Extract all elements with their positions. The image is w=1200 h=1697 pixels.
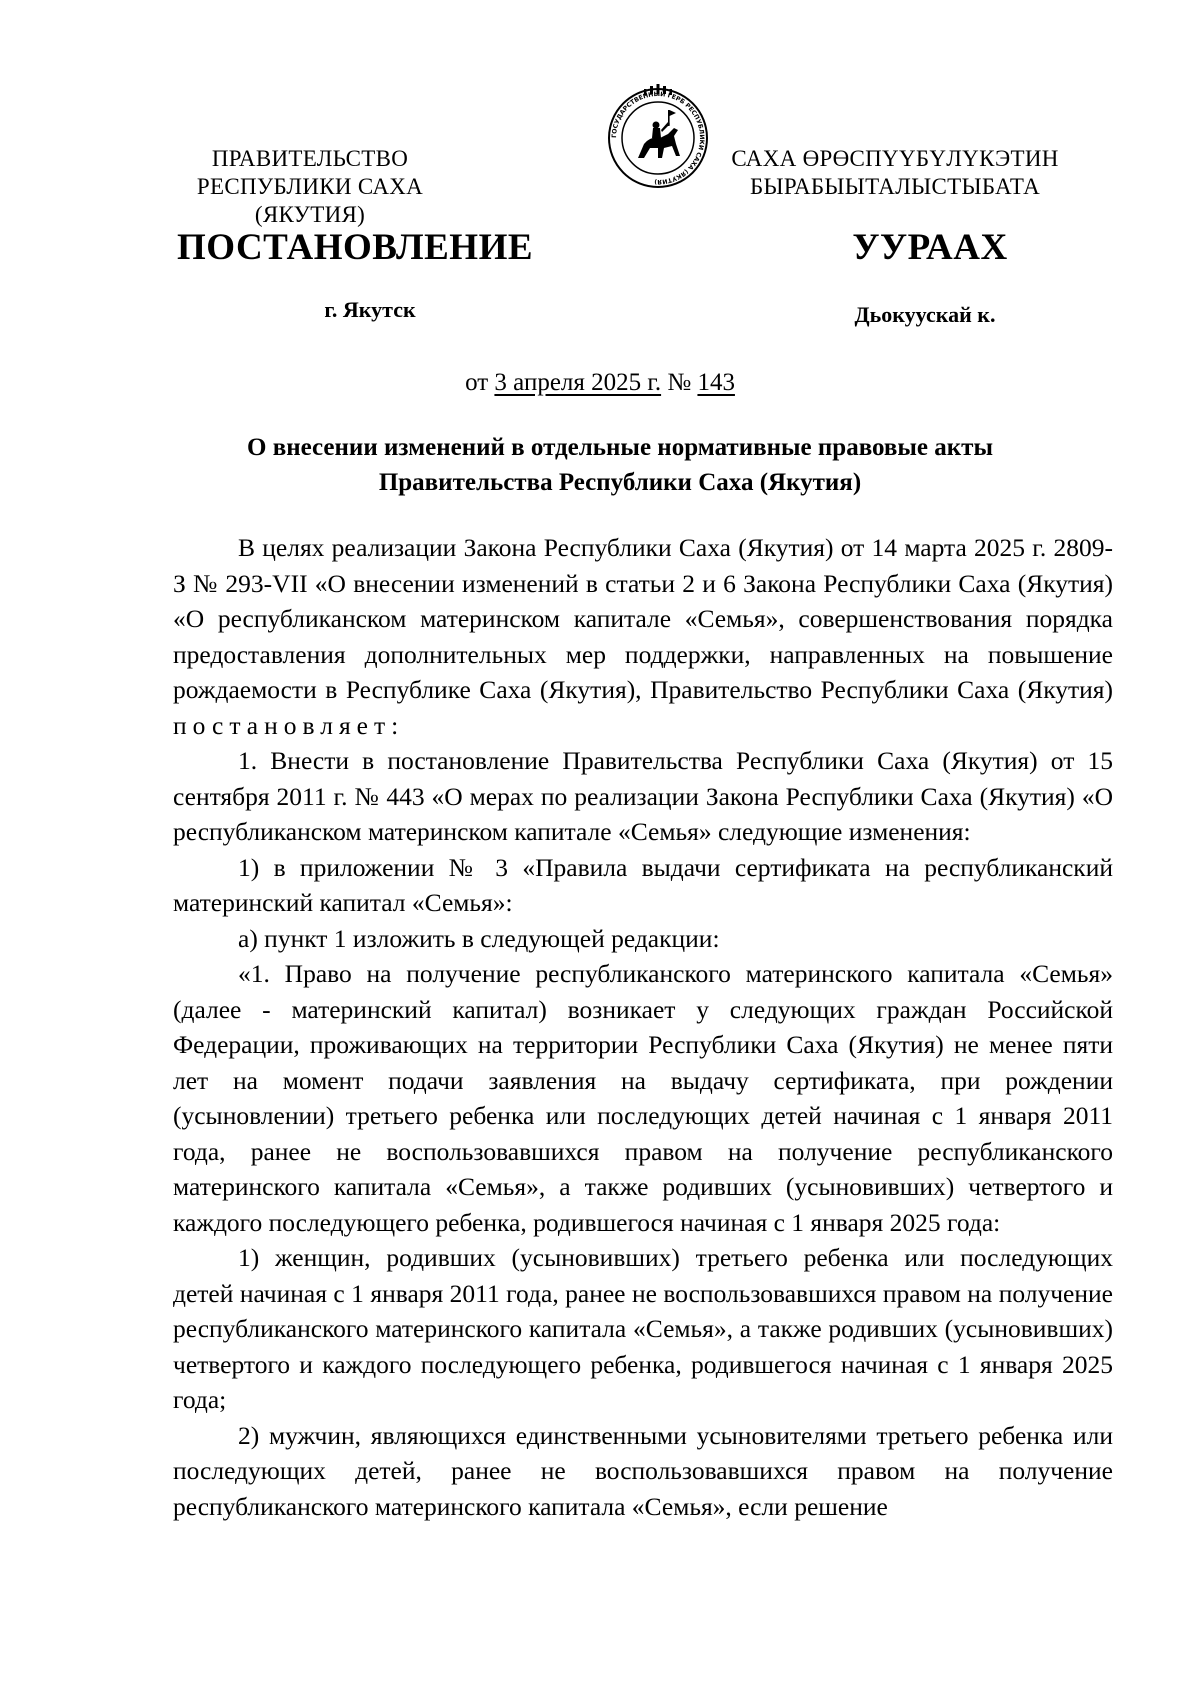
paragraph-clause-men: 2) мужчин, являющихся единственными усыновителями третьего ребенка или последующих детей, ранее не воспользовавшихся правом на получение республиканского материнского капитала «Семья», если решение: [173, 1420, 1113, 1521]
paragraph-new-clause-1: «1. Право на получение республиканского материнского капитала «Семья» (далее - материнский капитал) возникает у следующих граждан Российской Федерации, проживающих на территории Республики Саха (Якутия) не менее пяти лет на момент подачи заявления на выдачу сертификата, при рождении (усыновлении) третьего ребенка или последующих детей начиная с 1 января 2011 года, ранее не воспользовавшихся правом на получение республиканского материнского капитала «Семья», а также родивших (усыновивших) четвертого и каждого последующего ребенка, родившегося начиная с 1 января 2025 года:: [173, 959, 1113, 1237]
paragraph-preamble: [173, 530, 1113, 743]
emblem-ring-text: ГОСУДАРСТВЕННЫЙ ГЕРБ РЕСПУБЛИКИ САХА (ЯКУТИЯ): [610, 90, 706, 186]
city-russian: г. Якутск: [324, 297, 416, 322]
subject-line2: Правительства Республики Саха (Якутия): [378, 469, 862, 496]
paragraph-item-1: 1. Внести в постановление Правительства Республики Саха (Якутия) от 15 сентября 2011 г. № 443 «О мерах по реализации Закона Республики Саха (Якутия) «О республиканском материнском капитале «Семья» следующие изменения:: [173, 746, 1113, 846]
date-and-number: [0, 369, 1200, 397]
gov-ru-line1: ПРАВИТЕЛЬСТВО: [211, 146, 409, 171]
preamble-decree-word: постановляет:: [173, 710, 405, 740]
gov-sakha-line1: САХА ӨРӨСПҮҮБҮЛҮКЭТИН: [731, 146, 1059, 171]
document-date: 3 апреля 2025 г.: [494, 369, 662, 396]
government-name-russian: [150, 145, 470, 229]
subject-line1: О внесении изменений в отдельные нормативные правовые акты: [247, 434, 993, 461]
document-type-sakha: УУРААХ: [852, 227, 1008, 268]
document-subject: [180, 430, 1060, 500]
gov-sakha-line2: БЫРАБЫЫТАЛЫСТЫБАТА: [749, 174, 1041, 199]
preamble-text: В целях реализации Закона Республики Саха (Якутия) от 14 марта 2025 г. 2809-З № 293-VII «О внесении изменений в статьи 2 и 6 Закона Республики Саха (Якутия) «О республиканском материнском капитале «Семья», совершенствования порядка предоставления дополнительных мер поддержки, направленных на повышение рождаемости в Республике Саха (Якутия), Правительство Республики Саха (Якутия): [173, 533, 1113, 704]
city-sakha: Дьокуускай к.: [854, 302, 996, 327]
document-number: 143: [697, 369, 735, 396]
number-label: №: [661, 369, 698, 396]
date-prefix: от: [465, 369, 495, 396]
paragraph-subitem-a: а) пункт 1 изложить в следующей редакции:: [238, 923, 720, 953]
paragraph-subitem-1: 1) в приложении № 3 «Правила выдачи сертификата на республиканский материнский капитал «Семья»:: [173, 852, 1113, 917]
gov-ru-line2: РЕСПУБЛИКИ САХА (ЯКУТИЯ): [196, 174, 424, 227]
document-body: [173, 530, 1113, 1524]
document-type-russian: ПОСТАНОВЛЕНИЕ: [176, 227, 534, 268]
paragraph-clause-women: 1) женщин, родивших (усыновивших) третьего ребенка или последующих детей начиная с 1 января 2011 года, ранее не воспользовавшихся правом на получение республиканского материнского капитала «Семья», а также родивших (усыновивших) четвертого и каждого последующего ребенка, родившегося начиная с 1 января 2025 года;: [173, 1243, 1113, 1414]
government-name-sakha: [715, 145, 1075, 201]
document-header: [0, 0, 1200, 330]
coat-of-arms-emblem: [604, 84, 712, 192]
